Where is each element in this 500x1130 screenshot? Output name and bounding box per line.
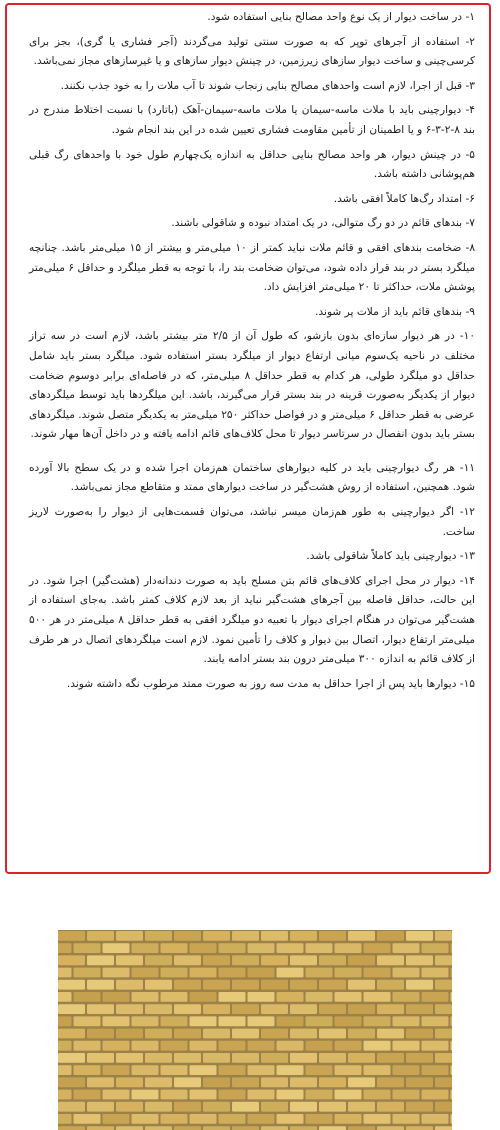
- brick: [348, 1053, 375, 1063]
- brick: [132, 1065, 159, 1075]
- brick: [290, 1004, 317, 1014]
- brick: [248, 1041, 275, 1051]
- brick: [406, 980, 433, 990]
- brick: [174, 1004, 201, 1014]
- brick: [435, 931, 452, 941]
- brick: [435, 955, 452, 965]
- brick: [319, 1077, 346, 1087]
- brick: [406, 955, 433, 965]
- brick: [103, 1065, 130, 1075]
- clause-2: ۲- استفاده از آجرهای توپر که به صورت سنتی تولید می‌گردند (آجر فشاری یا گری)، بجز برای کرسی‌چینی و ساخت دیوار سازهای زیرزمین، در چینش دیوار سازهای و یا غیرسازهای مجاز نمی‌باشد.: [29, 35, 475, 68]
- brick: [203, 980, 230, 990]
- brick: [161, 968, 188, 978]
- brick: [161, 1065, 188, 1075]
- brick: [422, 968, 449, 978]
- brick: [58, 931, 85, 941]
- brick: [132, 968, 159, 978]
- brick: [190, 968, 217, 978]
- brick: [306, 1065, 333, 1075]
- brick: [348, 1102, 375, 1112]
- brick: [74, 992, 101, 1002]
- brick: [422, 943, 449, 953]
- brick: [435, 1077, 452, 1087]
- brick: [132, 992, 159, 1002]
- clause-14: ۱۴- دیوار در محل اجرای کلاف‌های قائم بتن مسلح باید به صورت دندانه‌دار (هشت‌گیر) اجرا شود. در این حالت، حداقل فاصله بین آجرهای هشت‌گیر نباید از بعد لازم کلاف کمتر باشد. به‌جای استفاده از هشت‌گیر می‌توان در هنگام اجرای دیوار با تعبیه دو میلگرد افقی به قطر حداقل ۸ میلی‌متر در هر ۵۰۰ میلی‌متر ارتفاع دیوار، اتصال بین دیوار و کلاف را تأمین نمود. لازم است میلگردهای اتصال در هر طرف از کلاف قائم به اندازه ۳۰۰ میلی‌متر درون بند بستر ادامه یابند.: [29, 574, 475, 666]
- brick: [422, 1090, 449, 1100]
- brick: [261, 1126, 288, 1130]
- brick: [174, 1126, 201, 1130]
- brick: [261, 931, 288, 941]
- clause-13: ۱۳- دیوارچینی باید کاملاً شاقولی باشد.: [306, 550, 475, 563]
- brick: [58, 1053, 85, 1063]
- brick: [248, 1016, 275, 1026]
- brick: [203, 1029, 230, 1039]
- brick: [348, 955, 375, 965]
- brick: [261, 955, 288, 965]
- brick: [219, 1090, 246, 1100]
- brick: [174, 1077, 201, 1087]
- brick-wall-photo: [58, 930, 452, 1130]
- brick: [103, 968, 130, 978]
- brick: [58, 1004, 85, 1014]
- brick: [190, 992, 217, 1002]
- brick: [393, 992, 420, 1002]
- brick: [174, 1053, 201, 1063]
- brick: [364, 1016, 391, 1026]
- brick: [116, 1077, 143, 1087]
- brick: [290, 1126, 317, 1130]
- brick: [319, 1029, 346, 1039]
- brick: [161, 943, 188, 953]
- brick: [87, 1102, 114, 1112]
- brick: [219, 943, 246, 953]
- brick: [190, 1041, 217, 1051]
- brick: [290, 980, 317, 990]
- brick: [174, 1029, 201, 1039]
- brick: [393, 1090, 420, 1100]
- brick: [335, 1041, 362, 1051]
- brick: [103, 1016, 130, 1026]
- brick: [58, 1114, 72, 1124]
- brick: [451, 968, 453, 978]
- brick: [290, 1102, 317, 1112]
- brick: [290, 1053, 317, 1063]
- brick: [377, 1102, 404, 1112]
- brick: [261, 1053, 288, 1063]
- brick: [203, 931, 230, 941]
- brick: [161, 1041, 188, 1051]
- brick: [377, 1077, 404, 1087]
- brick: [116, 1126, 143, 1130]
- brick: [116, 1029, 143, 1039]
- brick: [87, 1053, 114, 1063]
- brick: [203, 1053, 230, 1063]
- clause-1: ۱- در ساخت دیوار از یک نوع واحد مصالح بنایی استفاده شود.: [207, 11, 475, 23]
- brick: [435, 1126, 452, 1130]
- brick: [451, 943, 453, 953]
- brick: [132, 1090, 159, 1100]
- brick: [348, 1077, 375, 1087]
- brick: [219, 1016, 246, 1026]
- clause-8: ۸- ضخامت بندهای افقی و قائم ملات نباید کمتر از ۱۰ میلی‌متر و بیشتر از ۱۵ میلی‌متر باشد. چنانچه میلگرد بستر در بند قرار داده شود، می‌توان ضخامت بند را، با توجه به قطر میلگرد و حداقل ۶ میلی‌متر پوشش ملات، حداکثر تا ۲۰ میلی‌متر افزایش داد.: [29, 241, 476, 294]
- brick: [377, 1004, 404, 1014]
- brick: [348, 1004, 375, 1014]
- brick: [145, 1029, 172, 1039]
- brick: [335, 968, 362, 978]
- brick: [145, 1077, 172, 1087]
- clause-9: ۹- بندهای قائم باید از ملات پر شوند.: [315, 305, 475, 318]
- brick: [232, 1029, 259, 1039]
- brick: [406, 1102, 433, 1112]
- brick: [451, 992, 453, 1002]
- brick: [277, 968, 304, 978]
- brick: [161, 1016, 188, 1026]
- brick: [261, 980, 288, 990]
- brick: [364, 968, 391, 978]
- brick: [248, 1114, 275, 1124]
- brick: [145, 1053, 172, 1063]
- brick: [261, 1004, 288, 1014]
- brick: [451, 1114, 453, 1124]
- brick: [261, 1029, 288, 1039]
- brick: [306, 968, 333, 978]
- brick: [377, 1029, 404, 1039]
- brick: [174, 980, 201, 990]
- brick: [132, 1041, 159, 1051]
- brick: [306, 1114, 333, 1124]
- brick: [277, 1041, 304, 1051]
- brick: [306, 943, 333, 953]
- brick: [103, 1114, 130, 1124]
- brick: [145, 1102, 172, 1112]
- brick: [435, 1004, 452, 1014]
- brick: [190, 1016, 217, 1026]
- brick: [116, 931, 143, 941]
- brick: [406, 1126, 433, 1130]
- brick: [232, 1004, 259, 1014]
- brick: [58, 955, 85, 965]
- brick: [319, 931, 346, 941]
- brick: [145, 955, 172, 965]
- brick: [406, 931, 433, 941]
- brick: [451, 1090, 453, 1100]
- brick: [306, 1090, 333, 1100]
- brick: [248, 968, 275, 978]
- brick: [145, 931, 172, 941]
- brick: [248, 943, 275, 953]
- clause-4: ۴- دیوارچینی باید با ملات ماسه-سیمان یا ملات ماسه-سیمان-آهک (باتارد) با نسبت اختلاط مندرج در بند ۸-۲-۳-۶ و یا اطمینان از تأمین مقاومت فشاری تعیین شده در این بند انجام شود.: [29, 104, 475, 136]
- brick: [103, 992, 130, 1002]
- brick: [319, 955, 346, 965]
- brick: [232, 1126, 259, 1130]
- brick: [132, 943, 159, 953]
- clause-6: ۶- امتداد رگ‌ها کاملاً افقی باشد.: [333, 192, 475, 205]
- brick: [248, 1090, 275, 1100]
- brick: [190, 1114, 217, 1124]
- brick: [306, 1041, 333, 1051]
- brick: [335, 1016, 362, 1026]
- brick: [377, 980, 404, 990]
- brick: [74, 1090, 101, 1100]
- brick: [319, 1004, 346, 1014]
- brick: [377, 931, 404, 941]
- brick: [335, 992, 362, 1002]
- brick: [277, 992, 304, 1002]
- brick: [219, 1065, 246, 1075]
- brick: [87, 931, 114, 941]
- brick: [58, 1029, 85, 1039]
- brick: [248, 992, 275, 1002]
- brick: [116, 1004, 143, 1014]
- brick: [435, 1029, 452, 1039]
- brick: [58, 1077, 85, 1087]
- brick: [422, 992, 449, 1002]
- brick: [232, 931, 259, 941]
- clause-11: ۱۱- هر رگ دیوارچینی باید در کلیه دیوارهای ساختمان هم‌زمان اجرا شده و در یک سطح بالا آورده شود. همچنین، استفاده از روش هشت‌گیر در ساخت دیوارهای ممتد و متقاطع مجاز نمی‌باشد.: [29, 461, 475, 494]
- brick: [219, 968, 246, 978]
- regulations-frame: [5, 3, 491, 874]
- brick: [277, 1065, 304, 1075]
- brick: [348, 980, 375, 990]
- brick: [58, 992, 72, 1002]
- brick: [451, 1065, 453, 1075]
- brick: [203, 1102, 230, 1112]
- brick: [203, 1126, 230, 1130]
- brick: [277, 943, 304, 953]
- brick: [74, 943, 101, 953]
- brick: [248, 1065, 275, 1075]
- clause-15: ۱۵- دیوارها باید پس از اجرا حداقل به مدت سه روز به صورت ممتد مرطوب نگه داشته شوند.: [66, 677, 475, 690]
- brick: [422, 1114, 449, 1124]
- brick: [364, 1065, 391, 1075]
- brick: [348, 931, 375, 941]
- clause-5: ۵- در چینش دیوار، هر واحد مصالح بنایی حداقل به اندازه یک‌چهارم طول خود با واحدهای رگ قبلی هم‌پوشانی داشته باشد.: [29, 148, 475, 181]
- brick: [219, 1114, 246, 1124]
- brick: [58, 968, 72, 978]
- brick: [190, 943, 217, 953]
- brick: [364, 992, 391, 1002]
- brick: [393, 1114, 420, 1124]
- brick: [364, 1090, 391, 1100]
- brick: [377, 1053, 404, 1063]
- brick: [87, 1077, 114, 1087]
- brick: [335, 943, 362, 953]
- brick: [219, 1041, 246, 1051]
- brick: [232, 1077, 259, 1087]
- brick: [203, 1004, 230, 1014]
- brick: [435, 1102, 452, 1112]
- brick: [232, 955, 259, 965]
- brick: [116, 1053, 143, 1063]
- brick: [174, 1102, 201, 1112]
- brick: [58, 1016, 72, 1026]
- brick: [74, 1041, 101, 1051]
- brick: [435, 1053, 452, 1063]
- brick: [393, 968, 420, 978]
- clause-3: ۳- قبل از اجرا، لازم است واحدهای مصالح بنایی زنجاب شوند تا آب ملات را به خود جذب نکنند.: [60, 79, 475, 92]
- brick: [319, 1126, 346, 1130]
- brick: [87, 1004, 114, 1014]
- brick: [87, 980, 114, 990]
- brick: [306, 1016, 333, 1026]
- brick: [58, 1090, 72, 1100]
- brick: [451, 1041, 453, 1051]
- clause-10: ۱۰- در هر دیوار سازه‌ای بدون بازشو، که طول آن از ۲/۵ متر بیشتر باشد، لازم است در سه تراز مختلف در ناحیه یک‌سوم میانی ارتفاع دیوار از میلگرد بستر استفاده شود. میلگرد بستر باید شامل حداقل دو میلگرد طولی، هر کدام به قطر حداقل ۸ میلی‌متر، که در فاصله‌ای برابر دوسوم ضخامت دیوار از یکدیگر به‌صورت قرینه در بند بستر قرار می‌گیرند، باشد. این میلگردها باید توسط میلگردهای عرضی به قطر حداقل ۶ میلی‌متر و در فواصل حداکثر ۲۵۰ میلی‌متر به یکدیگر متصل شوند. میلگردهای بستر باید بدون انفصال در سرتاسر دیوار تا محل کلاف‌های قائم ادامه یافته و در داخل آن‌ها مهار شوند.: [29, 330, 476, 441]
- clause-12: ۱۲- اگر دیوارچینی به طور هم‌زمان میسر نباشد، می‌توان قسمت‌هایی از دیوار را به‌صورت لاریز ساخت.: [29, 506, 475, 538]
- brick: [145, 1126, 172, 1130]
- brick: [364, 1114, 391, 1124]
- brick: [232, 1053, 259, 1063]
- brick: [174, 955, 201, 965]
- brick: [451, 1016, 453, 1026]
- brick: [74, 1065, 101, 1075]
- brick: [277, 1090, 304, 1100]
- brick: [435, 980, 452, 990]
- brick: [87, 955, 114, 965]
- brick: [103, 1090, 130, 1100]
- brick: [290, 931, 317, 941]
- brick: [116, 1102, 143, 1112]
- brick: [74, 968, 101, 978]
- brick: [393, 1065, 420, 1075]
- brick: [364, 1041, 391, 1051]
- brick: [319, 1102, 346, 1112]
- brick: [161, 1090, 188, 1100]
- brick: [306, 992, 333, 1002]
- brick: [290, 1029, 317, 1039]
- brick: [174, 931, 201, 941]
- clause-7: ۷- بندهای قائم در دو رگ متوالی، در یک امتداد نبوده و شاقولی باشند.: [171, 217, 475, 230]
- brick: [74, 1016, 101, 1026]
- brick: [277, 1114, 304, 1124]
- brick: [132, 1016, 159, 1026]
- brick: [335, 1065, 362, 1075]
- brick: [406, 1029, 433, 1039]
- brick: [393, 1041, 420, 1051]
- brick: [377, 955, 404, 965]
- brick: [335, 1114, 362, 1124]
- brick: [348, 1029, 375, 1039]
- brick: [422, 1041, 449, 1051]
- brick: [319, 980, 346, 990]
- brick: [103, 1041, 130, 1051]
- brick: [261, 1102, 288, 1112]
- brick: [203, 955, 230, 965]
- brick: [190, 1090, 217, 1100]
- brick: [364, 943, 391, 953]
- brick: [203, 1077, 230, 1087]
- regulations-text: [29, 8, 475, 869]
- brick: [161, 992, 188, 1002]
- brick: [290, 1077, 317, 1087]
- brick: [422, 1065, 449, 1075]
- brick: [87, 1029, 114, 1039]
- brick: [406, 1053, 433, 1063]
- brick: [232, 1102, 259, 1112]
- brick: [116, 980, 143, 990]
- brick: [348, 1126, 375, 1130]
- brick: [406, 1077, 433, 1087]
- brick: [261, 1077, 288, 1087]
- brick: [58, 943, 72, 953]
- brick: [58, 1041, 72, 1051]
- brick: [422, 1016, 449, 1026]
- brick-wall-illustration: [58, 930, 452, 1130]
- brick: [393, 1016, 420, 1026]
- brick: [145, 1004, 172, 1014]
- brick: [319, 1053, 346, 1063]
- brick: [219, 992, 246, 1002]
- brick: [145, 980, 172, 990]
- brick: [377, 1126, 404, 1130]
- brick: [58, 1065, 72, 1075]
- brick: [58, 980, 85, 990]
- brick: [58, 1126, 85, 1130]
- brick: [116, 955, 143, 965]
- brick: [190, 1065, 217, 1075]
- brick: [290, 955, 317, 965]
- brick: [393, 943, 420, 953]
- brick: [132, 1114, 159, 1124]
- brick: [87, 1126, 114, 1130]
- brick: [335, 1090, 362, 1100]
- brick: [161, 1114, 188, 1124]
- brick: [58, 1102, 85, 1112]
- brick: [74, 1114, 101, 1124]
- brick: [277, 1016, 304, 1026]
- brick: [232, 980, 259, 990]
- brick: [103, 943, 130, 953]
- brick: [406, 1004, 433, 1014]
